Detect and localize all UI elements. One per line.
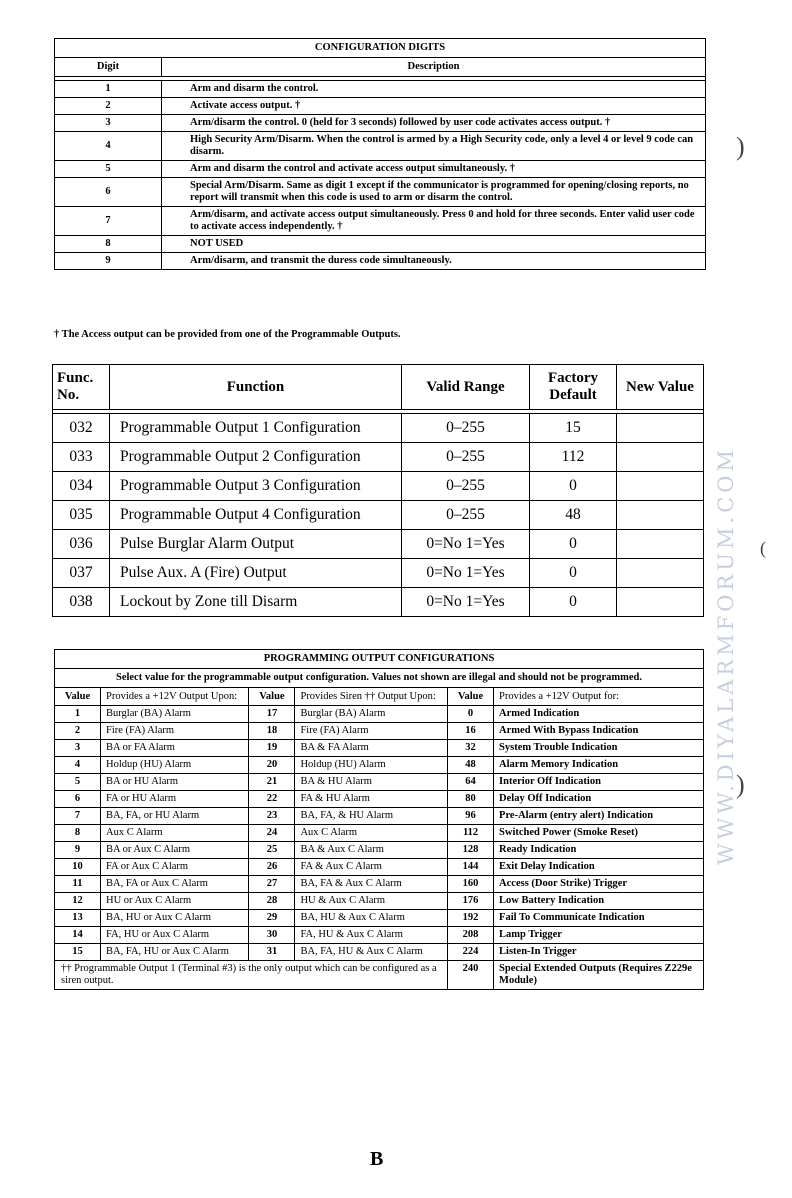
function-number: 033 xyxy=(53,443,110,472)
function-valid-range: 0–255 xyxy=(402,443,530,472)
prog-value-indication: 176 xyxy=(448,893,494,910)
prog-desc-12v: FA, HU or Aux C Alarm xyxy=(101,927,249,944)
margin-paren-mark: ( xyxy=(760,538,766,558)
config-digit: 9 xyxy=(55,253,162,270)
siren-note: †† Programmable Output 1 (Terminal #3) is the only output which can be configured as a siren output. xyxy=(55,961,448,990)
config-digit-row xyxy=(55,236,706,253)
prog-value-12v: 13 xyxy=(55,910,101,927)
prog-value-siren: 28 xyxy=(249,893,295,910)
prog-desc-siren: BA, FA, HU & Aux C Alarm xyxy=(295,944,448,961)
prog-output-row xyxy=(55,876,704,893)
function-number: 037 xyxy=(53,559,110,588)
prog-value-siren: 19 xyxy=(249,740,295,757)
prog-col-value-3: Value xyxy=(448,688,494,706)
prog-col-desc-3: Provides a +12V Output for: xyxy=(494,688,704,706)
prog-desc-12v: BA, FA or Aux C Alarm xyxy=(101,876,249,893)
config-digit-row xyxy=(55,178,706,207)
function-valid-range: 0–255 xyxy=(402,472,530,501)
function-name: Pulse Burglar Alarm Output xyxy=(110,530,402,559)
prog-desc-indication: Alarm Memory Indication xyxy=(494,757,704,774)
prog-desc-siren: BA & FA Alarm xyxy=(295,740,448,757)
prog-desc-12v: BA, FA, HU or Aux C Alarm xyxy=(101,944,249,961)
prog-value-siren: 20 xyxy=(249,757,295,774)
prog-desc-240: Special Extended Outputs (Requires Z229e Module) xyxy=(494,961,704,990)
prog-desc-siren: Burglar (BA) Alarm xyxy=(295,706,448,723)
col-func-no: Func. No. xyxy=(53,365,110,410)
prog-desc-12v: BA or FA Alarm xyxy=(101,740,249,757)
prog-value-12v: 11 xyxy=(55,876,101,893)
prog-value-12v: 8 xyxy=(55,825,101,842)
config-digit-row xyxy=(55,98,706,115)
prog-value-12v: 15 xyxy=(55,944,101,961)
prog-desc-siren: BA & HU Alarm xyxy=(295,774,448,791)
function-factory-default: 48 xyxy=(530,501,617,530)
function-number: 038 xyxy=(53,588,110,617)
prog-desc-12v: FA or HU Alarm xyxy=(101,791,249,808)
prog-desc-12v: Aux C Alarm xyxy=(101,825,249,842)
prog-desc-12v: BA, FA, or HU Alarm xyxy=(101,808,249,825)
prog-value-12v: 10 xyxy=(55,859,101,876)
function-new-value xyxy=(617,559,704,588)
prog-desc-siren: BA & Aux C Alarm xyxy=(295,842,448,859)
prog-desc-siren: HU & Aux C Alarm xyxy=(295,893,448,910)
function-factory-default: 112 xyxy=(530,443,617,472)
prog-value-12v: 1 xyxy=(55,706,101,723)
function-row xyxy=(53,530,704,559)
prog-value-siren: 29 xyxy=(249,910,295,927)
function-new-value xyxy=(617,501,704,530)
function-valid-range: 0=No 1=Yes xyxy=(402,559,530,588)
prog-value-siren: 24 xyxy=(249,825,295,842)
function-new-value xyxy=(617,588,704,617)
margin-paren-mark: ) xyxy=(736,770,745,799)
prog-desc-siren: BA, FA, & HU Alarm xyxy=(295,808,448,825)
config-digit-description: Arm/disarm, and transmit the duress code simultaneously. xyxy=(162,253,706,270)
prog-value-siren: 30 xyxy=(249,927,295,944)
prog-value-siren: 22 xyxy=(249,791,295,808)
prog-value-indication: 192 xyxy=(448,910,494,927)
function-valid-range: 0=No 1=Yes xyxy=(402,588,530,617)
config-digit: 7 xyxy=(55,207,162,236)
prog-desc-indication: Interior Off Indication xyxy=(494,774,704,791)
prog-value-12v: 9 xyxy=(55,842,101,859)
prog-desc-siren: FA, HU & Aux C Alarm xyxy=(295,927,448,944)
prog-desc-12v: BA or Aux C Alarm xyxy=(101,842,249,859)
prog-output-row xyxy=(55,893,704,910)
prog-value-indication: 160 xyxy=(448,876,494,893)
prog-desc-indication: Switched Power (Smoke Reset) xyxy=(494,825,704,842)
config-digit: 5 xyxy=(55,161,162,178)
prog-output-row xyxy=(55,740,704,757)
prog-desc-12v: FA or Aux C Alarm xyxy=(101,859,249,876)
config-digit-description: NOT USED xyxy=(162,236,706,253)
prog-desc-indication: Armed With Bypass Indication xyxy=(494,723,704,740)
page-letter: B xyxy=(370,1148,384,1170)
config-digits-body xyxy=(55,81,706,270)
prog-value-siren: 25 xyxy=(249,842,295,859)
function-new-value xyxy=(617,443,704,472)
prog-value-12v: 5 xyxy=(55,774,101,791)
prog-output-row xyxy=(55,859,704,876)
prog-desc-siren: Aux C Alarm xyxy=(295,825,448,842)
config-digit-description: Special Arm/Disarm. Same as digit 1 except if the communicator is programmed for opening/closing reports, no report will transmit when this code is used to arm or disarm the control. xyxy=(162,178,706,207)
function-name: Lockout by Zone till Disarm xyxy=(110,588,402,617)
prog-desc-indication: Access (Door Strike) Trigger xyxy=(494,876,704,893)
prog-value-indication: 0 xyxy=(448,706,494,723)
prog-value-siren: 17 xyxy=(249,706,295,723)
config-digit-row xyxy=(55,161,706,178)
config-digit-description: Arm and disarm the control. xyxy=(162,81,706,98)
config-digit-row xyxy=(55,207,706,236)
prog-desc-indication: Lamp Trigger xyxy=(494,927,704,944)
prog-value-siren: 31 xyxy=(249,944,295,961)
prog-desc-siren: BA, HU & Aux C Alarm xyxy=(295,910,448,927)
config-digit-row xyxy=(55,81,706,98)
prog-value-12v: 12 xyxy=(55,893,101,910)
prog-desc-12v: Holdup (HU) Alarm xyxy=(101,757,249,774)
prog-value-siren: 23 xyxy=(249,808,295,825)
prog-output-row xyxy=(55,808,704,825)
prog-value-siren: 27 xyxy=(249,876,295,893)
function-valid-range: 0–255 xyxy=(402,414,530,443)
function-factory-default: 0 xyxy=(530,530,617,559)
programming-output-table xyxy=(54,649,704,990)
prog-col-value-1: Value xyxy=(55,688,101,706)
function-valid-range: 0–255 xyxy=(402,501,530,530)
config-digit: 8 xyxy=(55,236,162,253)
config-digit-row xyxy=(55,115,706,132)
config-digit-row xyxy=(55,253,706,270)
prog-desc-12v: Burglar (BA) Alarm xyxy=(101,706,249,723)
function-row xyxy=(53,414,704,443)
prog-desc-indication: System Trouble Indication xyxy=(494,740,704,757)
function-name: Programmable Output 2 Configuration xyxy=(110,443,402,472)
prog-value-indication: 96 xyxy=(448,808,494,825)
prog-value-indication: 48 xyxy=(448,757,494,774)
prog-desc-indication: Pre-Alarm (entry alert) Indication xyxy=(494,808,704,825)
access-footnote: † The Access output can be provided from one of the Programmable Outputs. xyxy=(54,329,401,340)
prog-desc-indication: Delay Off Indication xyxy=(494,791,704,808)
prog-output-row xyxy=(55,825,704,842)
function-factory-default: 0 xyxy=(530,559,617,588)
prog-title: PROGRAMMING OUTPUT CONFIGURATIONS xyxy=(55,650,704,669)
prog-output-row xyxy=(55,706,704,723)
prog-output-row xyxy=(55,842,704,859)
prog-value-240: 240 xyxy=(448,961,494,990)
config-digits-title: CONFIGURATION DIGITS xyxy=(55,39,706,58)
config-digit: 1 xyxy=(55,81,162,98)
prog-desc-indication: Armed Indication xyxy=(494,706,704,723)
prog-output-row xyxy=(55,723,704,740)
config-col-description: Description xyxy=(162,58,706,77)
function-table xyxy=(52,364,704,617)
config-digit-description: Arm/disarm the control. 0 (held for 3 seconds) followed by user code activates access output. † xyxy=(162,115,706,132)
function-valid-range: 0=No 1=Yes xyxy=(402,530,530,559)
function-row xyxy=(53,501,704,530)
prog-output-row xyxy=(55,910,704,927)
function-number: 032 xyxy=(53,414,110,443)
prog-value-indication: 112 xyxy=(448,825,494,842)
prog-value-indication: 208 xyxy=(448,927,494,944)
prog-value-siren: 26 xyxy=(249,859,295,876)
config-digit: 2 xyxy=(55,98,162,115)
prog-value-12v: 7 xyxy=(55,808,101,825)
prog-value-indication: 128 xyxy=(448,842,494,859)
col-new-value: New Value xyxy=(617,365,704,410)
prog-desc-siren: FA & Aux C Alarm xyxy=(295,859,448,876)
prog-value-indication: 80 xyxy=(448,791,494,808)
prog-desc-indication: Listen-In Trigger xyxy=(494,944,704,961)
prog-value-12v: 2 xyxy=(55,723,101,740)
prog-desc-siren: Fire (FA) Alarm xyxy=(295,723,448,740)
function-factory-default: 0 xyxy=(530,472,617,501)
prog-desc-12v: Fire (FA) Alarm xyxy=(101,723,249,740)
prog-col-value-2: Value xyxy=(249,688,295,706)
prog-output-row xyxy=(55,927,704,944)
config-digit-description: Activate access output. † xyxy=(162,98,706,115)
prog-value-12v: 4 xyxy=(55,757,101,774)
function-number: 036 xyxy=(53,530,110,559)
config-digit-row xyxy=(55,132,706,161)
function-row xyxy=(53,588,704,617)
prog-desc-siren: FA & HU Alarm xyxy=(295,791,448,808)
prog-desc-siren: BA, FA & Aux C Alarm xyxy=(295,876,448,893)
prog-desc-indication: Ready Indication xyxy=(494,842,704,859)
prog-desc-indication: Exit Delay Indication xyxy=(494,859,704,876)
prog-value-siren: 21 xyxy=(249,774,295,791)
prog-desc-indication: Low Battery Indication xyxy=(494,893,704,910)
function-row xyxy=(53,559,704,588)
config-digit-description: Arm and disarm the control and activate access output simultaneously. † xyxy=(162,161,706,178)
function-name: Programmable Output 1 Configuration xyxy=(110,414,402,443)
programming-output-body xyxy=(55,706,704,961)
config-digit-description: High Security Arm/Disarm. When the control is armed by a High Security code, only a level 4 or level 9 code can disarm. xyxy=(162,132,706,161)
function-number: 035 xyxy=(53,501,110,530)
function-row xyxy=(53,472,704,501)
prog-value-indication: 32 xyxy=(448,740,494,757)
prog-desc-siren: Holdup (HU) Alarm xyxy=(295,757,448,774)
config-digit: 3 xyxy=(55,115,162,132)
function-name: Programmable Output 3 Configuration xyxy=(110,472,402,501)
function-name: Programmable Output 4 Configuration xyxy=(110,501,402,530)
col-valid-range: Valid Range xyxy=(402,365,530,410)
prog-value-12v: 6 xyxy=(55,791,101,808)
prog-value-12v: 14 xyxy=(55,927,101,944)
prog-value-indication: 64 xyxy=(448,774,494,791)
function-row xyxy=(53,443,704,472)
prog-col-desc-1: Provides a +12V Output Upon: xyxy=(101,688,249,706)
config-digit: 6 xyxy=(55,178,162,207)
prog-output-row xyxy=(55,757,704,774)
prog-desc-12v: BA or HU Alarm xyxy=(101,774,249,791)
col-factory-default: Factory Default xyxy=(530,365,617,410)
prog-output-row xyxy=(55,791,704,808)
prog-col-desc-2: Provides Siren †† Output Upon: xyxy=(295,688,448,706)
function-factory-default: 15 xyxy=(530,414,617,443)
config-digit-description: Arm/disarm, and activate access output simultaneously. Press 0 and hold for three seconds. Enter valid user code to activate access independently. † xyxy=(162,207,706,236)
prog-output-row xyxy=(55,774,704,791)
function-new-value xyxy=(617,414,704,443)
prog-value-siren: 18 xyxy=(249,723,295,740)
prog-value-indication: 16 xyxy=(448,723,494,740)
function-factory-default: 0 xyxy=(530,588,617,617)
prog-desc-12v: BA, HU or Aux C Alarm xyxy=(101,910,249,927)
col-function: Function xyxy=(110,365,402,410)
function-number: 034 xyxy=(53,472,110,501)
function-new-value xyxy=(617,472,704,501)
prog-desc-12v: HU or Aux C Alarm xyxy=(101,893,249,910)
prog-value-indication: 144 xyxy=(448,859,494,876)
watermark-text: WWW.DIYALARMFORUM.COM xyxy=(714,446,738,865)
configuration-digits-table xyxy=(54,38,706,270)
prog-desc-indication: Fail To Communicate Indication xyxy=(494,910,704,927)
prog-output-row xyxy=(55,944,704,961)
config-digit: 4 xyxy=(55,132,162,161)
config-col-digit: Digit xyxy=(55,58,162,77)
function-new-value xyxy=(617,530,704,559)
function-name: Pulse Aux. A (Fire) Output xyxy=(110,559,402,588)
function-table-body xyxy=(53,414,704,617)
prog-value-12v: 3 xyxy=(55,740,101,757)
prog-value-indication: 224 xyxy=(448,944,494,961)
prog-subtitle: Select value for the programmable output configuration. Values not shown are illegal and should not be programmed. xyxy=(55,669,704,688)
margin-paren-mark: ) xyxy=(736,132,745,161)
